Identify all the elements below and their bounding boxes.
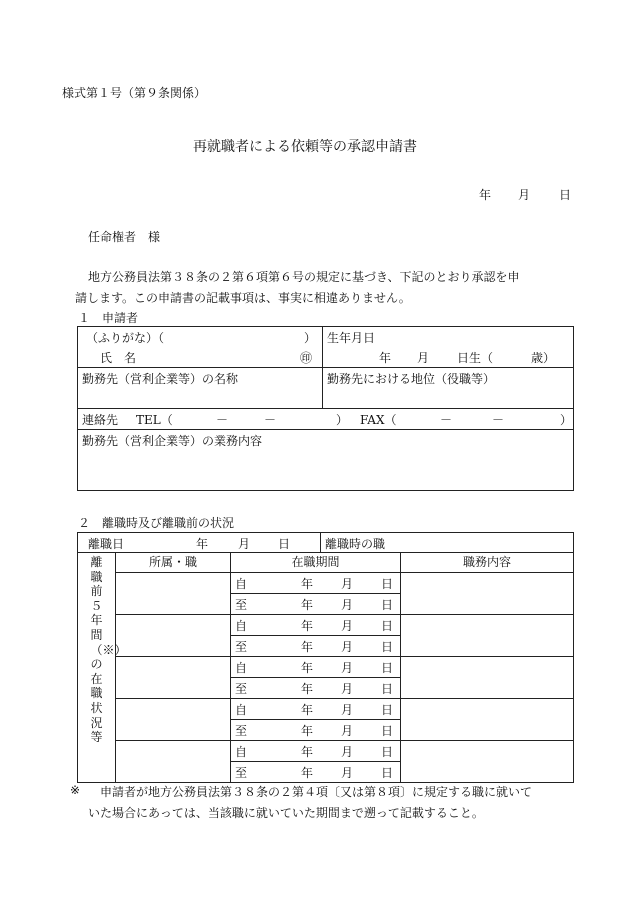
to-label: 至	[235, 766, 248, 780]
contact-label: 連絡先	[82, 413, 119, 427]
retire-post-cell[interactable]	[321, 533, 574, 553]
tel-label: TEL（	[136, 413, 173, 427]
to-month: 月	[341, 598, 354, 612]
period-to[interactable]	[231, 720, 401, 741]
fax-dash-1: －	[440, 413, 453, 427]
period-from[interactable]	[231, 615, 401, 636]
period-from[interactable]	[231, 573, 401, 594]
to-year: 年	[301, 598, 314, 612]
to-year: 年	[301, 682, 314, 696]
from-month: 月	[341, 661, 354, 675]
from-month: 月	[341, 703, 354, 717]
to-year: 年	[301, 724, 314, 738]
retire-month: 月	[238, 537, 251, 551]
section1-heading: １ 申請者	[78, 311, 139, 325]
retire-day: 日	[278, 537, 291, 551]
intro-line-2: 請します。この申請書の記載事項は、事実に相違ありません。	[75, 291, 411, 305]
period-from[interactable]	[231, 657, 401, 678]
business-cell[interactable]	[78, 430, 574, 491]
birthdate-cell[interactable]	[323, 327, 574, 368]
affiliation-cell[interactable]	[116, 699, 231, 741]
duties-cell[interactable]	[401, 657, 574, 699]
from-day: 日	[381, 661, 394, 675]
note-mark: ※	[70, 783, 81, 797]
retire-date-label: 離職日	[88, 537, 125, 551]
to-day: 日	[381, 682, 394, 696]
contact-cell[interactable]	[78, 409, 574, 430]
duties-cell[interactable]	[401, 573, 574, 615]
from-year: 年	[301, 703, 314, 717]
from-label: 自	[235, 745, 248, 759]
position-label: 勤務先における地位（役職等）	[327, 372, 496, 386]
from-label: 自	[235, 703, 248, 717]
fax-close: ）	[560, 413, 573, 427]
birthdate-year: 年	[379, 351, 392, 365]
to-month: 月	[341, 724, 354, 738]
to-month: 月	[341, 682, 354, 696]
applicant-table	[77, 326, 574, 491]
from-year: 年	[301, 577, 314, 591]
from-day: 日	[381, 619, 394, 633]
affiliation-cell[interactable]	[116, 573, 231, 615]
to-day: 日	[381, 640, 394, 654]
col-duties: 職務内容	[401, 553, 574, 573]
birthdate-age: 歳）	[531, 351, 556, 365]
position-cell[interactable]	[323, 368, 574, 409]
vertical-label: 離職前５年間（※）の在職状況等	[90, 555, 127, 745]
from-day: 日	[381, 745, 394, 759]
to-month: 月	[341, 766, 354, 780]
period-to[interactable]	[231, 594, 401, 615]
employment-history-table	[77, 532, 574, 783]
to-label: 至	[235, 640, 248, 654]
duties-cell[interactable]	[401, 699, 574, 741]
fax-dash-2: －	[492, 413, 505, 427]
to-day: 日	[381, 724, 394, 738]
from-label: 自	[235, 577, 248, 591]
form-code: 様式第１号（第９条関係）	[62, 86, 207, 100]
tel-dash-2: －	[264, 413, 277, 427]
to-year: 年	[301, 640, 314, 654]
duties-cell[interactable]	[401, 615, 574, 657]
note-line-2: いた場合にあっては、当該職に就いていた期間まで遡って記載すること。	[88, 806, 484, 820]
retire-post-label: 離職時の職	[325, 537, 386, 551]
retire-year: 年	[196, 537, 209, 551]
name-label: 氏 名	[100, 351, 137, 365]
addressee: 任命権者 様	[88, 230, 161, 244]
to-label: 至	[235, 724, 248, 738]
affiliation-cell[interactable]	[116, 741, 231, 783]
fax-label: FAX（	[360, 413, 397, 427]
employer-name-cell[interactable]	[78, 368, 323, 409]
business-label: 勤務先（営利企業等）の業務内容	[82, 434, 263, 448]
page-title: 再就職者による依頼等の承認申請書	[193, 139, 417, 155]
col-affiliation: 所属・職	[116, 553, 231, 573]
date-month: 月	[518, 188, 531, 202]
furigana-close: ）	[304, 331, 317, 345]
from-year: 年	[301, 619, 314, 633]
period-to[interactable]	[231, 678, 401, 699]
seal-mark: ㊞	[300, 351, 313, 365]
date-year: 年	[479, 188, 492, 202]
furigana-label: （ふりがな）（	[86, 331, 165, 345]
from-month: 月	[341, 577, 354, 591]
from-year: 年	[301, 745, 314, 759]
to-day: 日	[381, 766, 394, 780]
birthdate-label: 生年月日	[327, 331, 376, 345]
retire-date-cell[interactable]	[78, 533, 321, 553]
to-month: 月	[341, 640, 354, 654]
from-label: 自	[235, 619, 248, 633]
to-year: 年	[301, 766, 314, 780]
section2-heading: ２ 離職時及び離職前の状況	[78, 516, 235, 530]
from-day: 日	[381, 577, 394, 591]
to-label: 至	[235, 598, 248, 612]
birthdate-month: 月	[417, 351, 430, 365]
from-label: 自	[235, 661, 248, 675]
from-month: 月	[341, 745, 354, 759]
duties-cell[interactable]	[401, 741, 574, 783]
affiliation-cell[interactable]	[116, 657, 231, 699]
intro-line-1: 地方公務員法第３８条の２第６項第６号の規定に基づき、下記のとおり承認を申	[88, 270, 520, 284]
col-period: 在職期間	[231, 553, 401, 573]
name-cell[interactable]	[78, 327, 323, 368]
tel-dash-1: －	[216, 413, 229, 427]
from-month: 月	[341, 619, 354, 633]
vertical-label-cell	[78, 553, 127, 783]
tel-close: ）	[336, 413, 349, 427]
period-from[interactable]	[231, 741, 401, 762]
to-label: 至	[235, 682, 248, 696]
note-line-1: 申請者が地方公務員法第３８条の２第４項〔又は第８項〕に規定する職に就いて	[100, 785, 533, 799]
date-day: 日	[559, 188, 572, 202]
period-to[interactable]	[231, 636, 401, 657]
birthdate-day: 日生（	[457, 351, 494, 365]
from-day: 日	[381, 703, 394, 717]
employer-name-label: 勤務先（営利企業等）の名称	[82, 372, 239, 386]
period-from[interactable]	[231, 699, 401, 720]
affiliation-cell[interactable]	[116, 615, 231, 657]
period-to[interactable]	[231, 762, 401, 783]
to-day: 日	[381, 598, 394, 612]
from-year: 年	[301, 661, 314, 675]
